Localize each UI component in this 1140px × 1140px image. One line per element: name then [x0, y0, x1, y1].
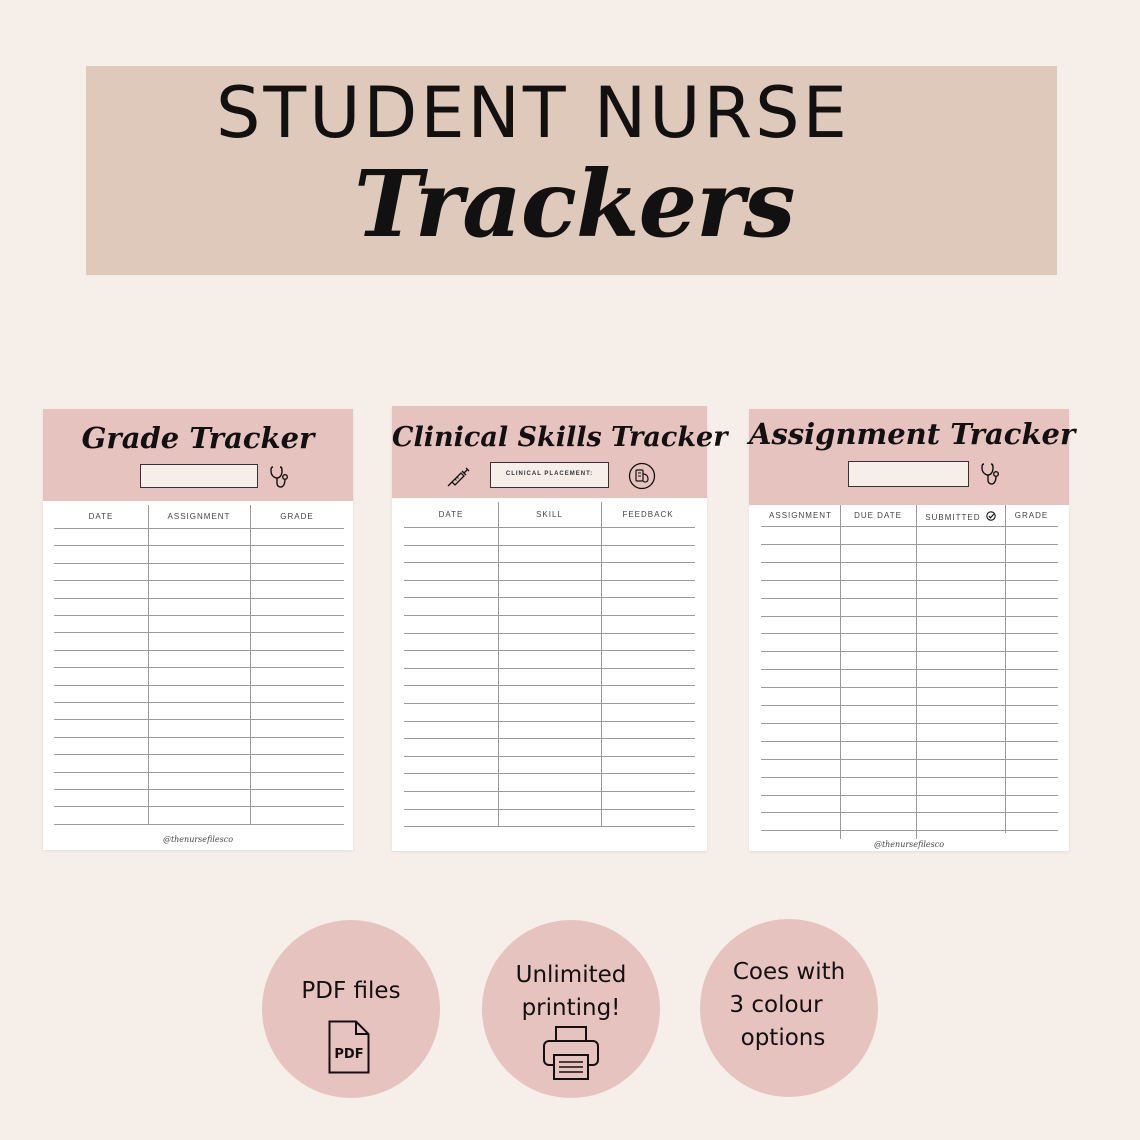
assignment-tracker-sheet [749, 409, 1076, 851]
table-row-line [54, 806, 344, 807]
table-row-line [54, 737, 344, 738]
sheet-header [392, 406, 728, 498]
table-row-line [761, 651, 1058, 652]
table-row-line [54, 685, 344, 686]
table-row-line [404, 738, 695, 739]
stethoscope-icon [269, 465, 289, 491]
column-divider [840, 505, 841, 839]
feature-text-line-3: options [740, 1025, 826, 1051]
name-box [140, 464, 258, 488]
table-row-line [761, 723, 1058, 724]
table-row-line [404, 633, 695, 634]
table-row-line [761, 544, 1058, 545]
table-row-line [54, 772, 344, 773]
printer-icon [541, 1025, 601, 1081]
table-row-line [404, 721, 695, 722]
table-row-line [404, 668, 695, 669]
column-header-date: DATE [438, 510, 464, 519]
feature-text-line-2: printing! [521, 995, 621, 1021]
column-header-date: DATE [88, 512, 114, 521]
table-row-line [54, 702, 344, 703]
table-row-line [404, 703, 695, 704]
table-row-line [54, 632, 344, 633]
table-row-line [54, 824, 344, 825]
title-banner [86, 66, 1057, 275]
table-row-line [404, 826, 695, 827]
pdf-file-icon [328, 1020, 370, 1074]
table-row-line [54, 719, 344, 720]
column-header-due-date: DUE DATE [854, 511, 902, 520]
table-row-line [761, 598, 1058, 599]
table-row-line [54, 580, 344, 581]
table-row-line [761, 687, 1058, 688]
table-row-line [761, 812, 1058, 813]
table-row-line [54, 615, 344, 616]
table-row-line [761, 526, 1058, 527]
medical-bag-icon [628, 462, 656, 490]
table-row-line [404, 756, 695, 757]
column-header-feedback: FEEDBACK [622, 510, 674, 519]
sheet-header [749, 409, 1076, 505]
grade-tracker-sheet [43, 409, 353, 850]
table-row-line [761, 830, 1058, 831]
feature-text-line-2: 3 colour [729, 992, 823, 1018]
column-divider [916, 505, 917, 839]
table-row-line [54, 598, 344, 599]
column-header-submitted [916, 511, 1005, 522]
feature-text-line-1: Coes with [732, 959, 846, 985]
table-row-line [404, 562, 695, 563]
table-row-line [761, 669, 1058, 670]
column-header-grade: GRADE [1014, 511, 1049, 520]
footer-handle: @thenursefilesco [873, 840, 945, 849]
feature-text-line-1: Unlimited [515, 962, 627, 988]
feature-text: PDF files [301, 978, 401, 1004]
table-row-line [54, 545, 344, 546]
stethoscope-icon [980, 462, 1000, 488]
feature-colour-options [700, 919, 878, 1097]
table-row-line [54, 754, 344, 755]
sheet-header [43, 409, 353, 501]
column-divider [498, 502, 499, 826]
syringe-icon [446, 464, 470, 488]
checkmark-icon [986, 511, 996, 521]
table-row-line [404, 773, 695, 774]
column-divider [601, 502, 602, 826]
table-row-line [404, 580, 695, 581]
table-row-line [761, 759, 1058, 760]
name-box [848, 461, 969, 487]
table-row-line [404, 545, 695, 546]
sheet-title: Grade Tracker [81, 421, 315, 455]
table-row-line [404, 791, 695, 792]
column-divider [250, 505, 251, 825]
feature-pdf-files [262, 920, 440, 1098]
table-row-line [761, 633, 1058, 634]
table-row-line [54, 789, 344, 790]
table-row-line [404, 685, 695, 686]
clinical-placement-box: CLINICAL PLACEMENT: [490, 462, 609, 488]
page-subtitle-script: Trackers [354, 150, 795, 258]
table-row-line [761, 562, 1058, 563]
table-row-line [54, 528, 344, 529]
table-row-line [404, 527, 695, 528]
clinical-skills-tracker-sheet [392, 406, 728, 851]
sheet-title: Clinical Skills Tracker [392, 422, 728, 453]
table-row-line [761, 616, 1058, 617]
table-row-line [404, 809, 695, 810]
feature-unlimited-printing [482, 920, 660, 1098]
table-row-line [761, 705, 1058, 706]
table-row-line [54, 650, 344, 651]
footer-handle: @thenursefilesco [162, 835, 234, 844]
table-row-line [404, 615, 695, 616]
column-header-skill: SKILL [536, 510, 563, 519]
column-header-assignment: ASSIGNMENT [769, 511, 832, 520]
submitted-label: SUBMITTED [925, 513, 981, 522]
page-title: STUDENT NURSE [216, 72, 850, 154]
table-row-line [54, 667, 344, 668]
table-row-line [54, 563, 344, 564]
column-divider [148, 505, 149, 825]
table-row-line [761, 741, 1058, 742]
column-header-assignment: ASSIGNMENT [167, 512, 231, 521]
table-row-line [761, 795, 1058, 796]
table-row-line [761, 777, 1058, 778]
table-row-line [404, 597, 695, 598]
table-row-line [404, 650, 695, 651]
table-row-line [761, 580, 1058, 581]
sheet-title: Assignment Tracker [749, 417, 1076, 451]
pdf-icon-label: PDF [334, 1047, 364, 1062]
column-header-grade: GRADE [280, 512, 314, 521]
